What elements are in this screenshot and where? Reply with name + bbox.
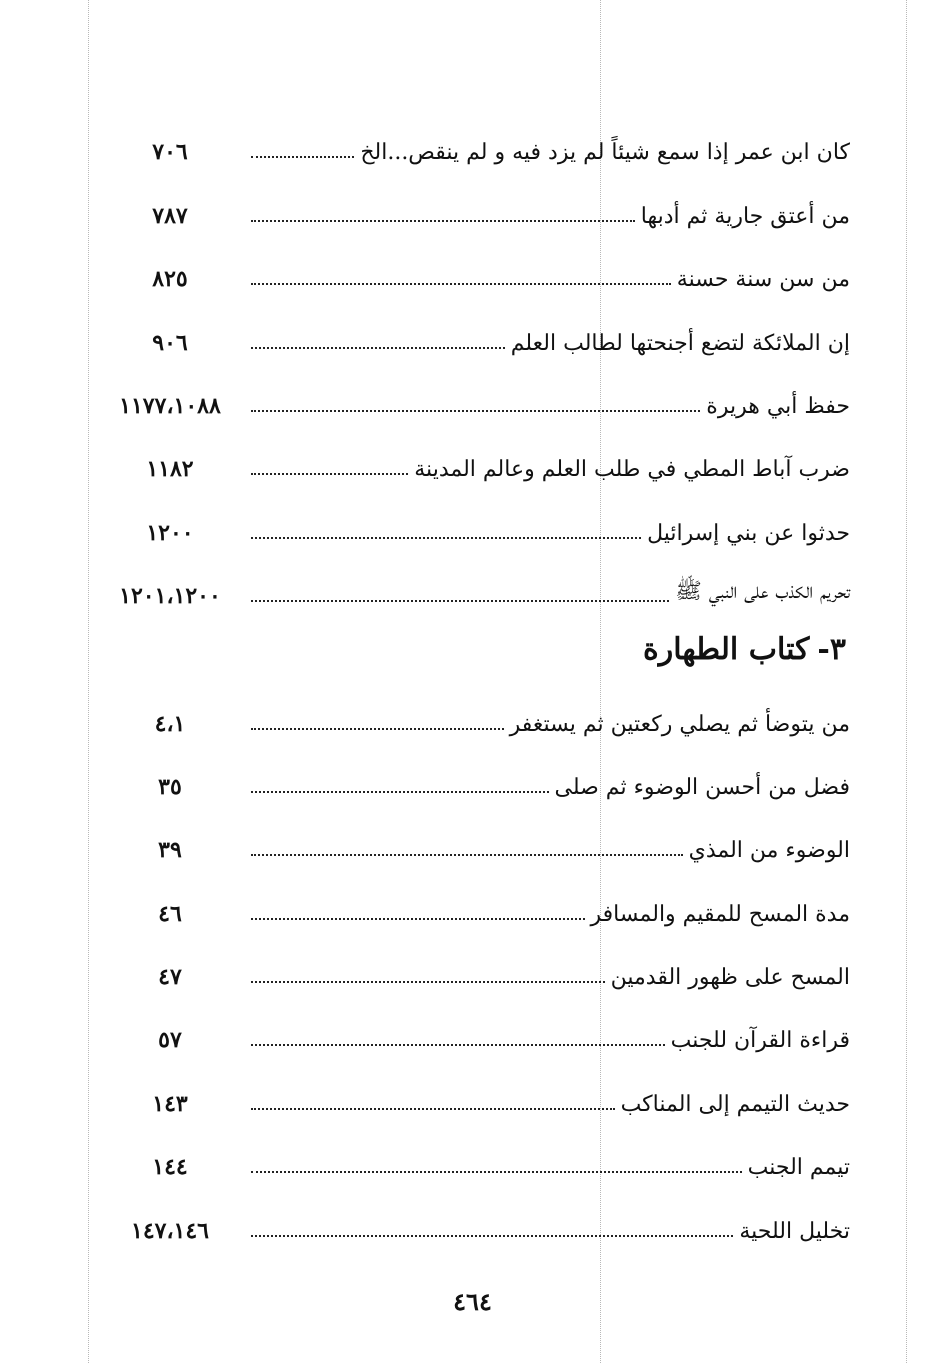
dot-leader (251, 156, 354, 158)
index-entry (95, 554, 850, 617)
entry-title: من أعتق جارية ثم أدبها (640, 203, 850, 229)
index-entry (95, 871, 850, 934)
dot-leader (251, 1235, 733, 1237)
entry-pages: ١١٨٢ (146, 456, 194, 483)
entry-pages: ٩٠٦ (152, 329, 188, 356)
section-heading (95, 617, 850, 681)
dot-leader (251, 473, 408, 475)
index-entry (95, 1188, 850, 1251)
entry-title: تخليل اللحية (739, 1218, 850, 1244)
entry-title: كان ابن عمر إذا سمع شيئاً لم يزد فيه و لم ينقص...الخ (360, 140, 850, 166)
entry-title: قراءة القرآن للجنب (670, 1028, 850, 1054)
entry-pages: ٤٦ (158, 900, 182, 927)
dot-leader (251, 1044, 665, 1046)
dot-leader (251, 1108, 615, 1110)
index-entry (95, 237, 850, 300)
entry-title: من يتوضأ ثم يصلي ركعتين ثم يستغفر (509, 711, 850, 737)
dot-leader (251, 981, 605, 983)
margin-guide-line (906, 0, 907, 1363)
section-number: ٣- (817, 631, 846, 667)
dot-leader (251, 347, 505, 349)
dot-leader (251, 854, 683, 856)
index-entry (95, 427, 850, 490)
entry-pages: ١٢٠٠ (146, 519, 194, 546)
entry-pages: ٧٠٦ (152, 139, 188, 166)
index-entry (95, 300, 850, 363)
entry-pages: ١١٧٧،١٠٨٨ (119, 392, 221, 419)
entry-pages: ٧٨٧ (152, 202, 188, 229)
index-entry (95, 808, 850, 871)
entry-pages: ١٢٠١،١٢٠٠ (119, 583, 221, 610)
section-title: كتاب الطهارة (643, 631, 810, 667)
entry-pages: ١٤٣ (152, 1090, 188, 1117)
index-entry (95, 364, 850, 427)
dot-leader (251, 728, 504, 730)
entry-title: إن الملائكة لتضع أجنحتها لطالب العلم (510, 330, 850, 356)
index-page (95, 110, 850, 1252)
entry-pages: ٣٩ (158, 837, 182, 864)
dot-leader (251, 410, 700, 412)
margin-guide-line (88, 0, 89, 1363)
entry-title: حفظ أبي هريرة (706, 393, 850, 419)
dot-leader (251, 918, 585, 920)
entry-title: فضل من أحسن الوضوء ثم صلى (554, 774, 850, 800)
entry-pages: ٥٧ (158, 1027, 182, 1054)
entry-pages: ٣٥ (158, 773, 182, 800)
index-entry (95, 998, 850, 1061)
entry-title: الوضوء من المذي (688, 838, 850, 864)
entry-title: من سن سنة حسنة (676, 267, 850, 293)
index-entry (95, 745, 850, 808)
dot-leader (251, 283, 671, 285)
entry-title: حدثوا عن بني إسرائيل (647, 520, 850, 546)
entry-pages: ٤،١ (154, 710, 186, 737)
index-list-section-2 (95, 110, 850, 617)
entry-pages: ١٤٧،١٤٦ (131, 1217, 209, 1244)
entry-title: مدة المسح للمقيم والمسافر (590, 901, 850, 927)
dot-leader (251, 791, 549, 793)
index-entry (95, 1125, 850, 1188)
entry-title: تحريم الكذب على النبي ﷺ (675, 579, 850, 605)
index-entry (95, 935, 850, 998)
dot-leader (251, 537, 641, 539)
entry-pages: ٤٧ (158, 964, 182, 991)
index-entry (95, 681, 850, 744)
dot-leader (251, 600, 669, 602)
entry-title: حديث التيمم إلى المناكب (620, 1091, 850, 1117)
dot-leader (251, 1171, 742, 1173)
index-entry (95, 110, 850, 173)
index-list-section-3 (95, 681, 850, 1252)
entry-title: المسح على ظهور القدمين (610, 965, 850, 991)
index-entry (95, 1061, 850, 1124)
page-number: ٤٦٤ (453, 1287, 492, 1316)
entry-title: تيمم الجنب (747, 1155, 850, 1181)
entry-title: ضرب آباط المطي في طلب العلم وعالم المدينة (414, 457, 850, 483)
entry-pages: ١٤٤ (152, 1154, 188, 1181)
index-entry (95, 173, 850, 236)
dot-leader (251, 220, 635, 222)
entry-pages: ٨٢٥ (152, 266, 188, 293)
index-entry (95, 490, 850, 553)
